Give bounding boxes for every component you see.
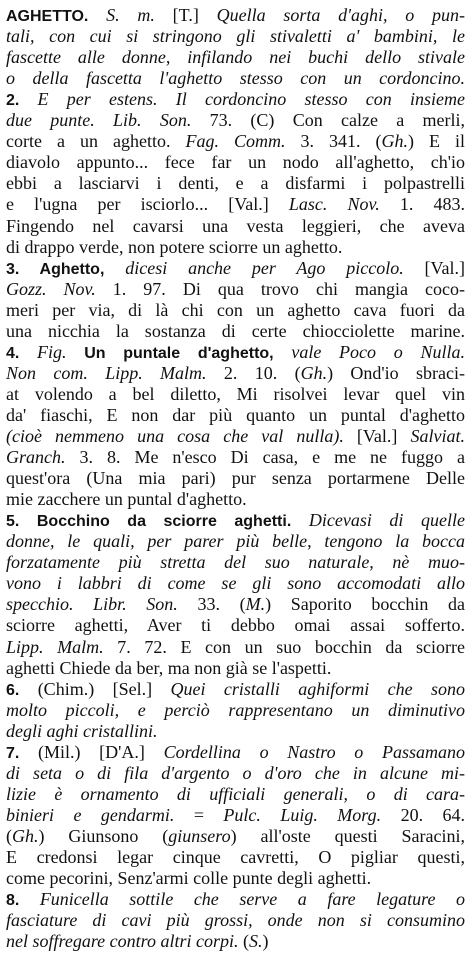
- italic-text: fasciature di cavi più grossi, onde non si consumino: [6, 910, 465, 931]
- text: ) E il: [408, 131, 465, 152]
- text: 20. 64.: [381, 804, 465, 825]
- italic-text: Gh.: [381, 131, 408, 152]
- text: ) Saporito bocchin da: [265, 594, 465, 615]
- bold-text: 4.: [6, 344, 38, 362]
- italic-text: Pulc. Luig. Morg.: [223, 804, 382, 825]
- italic-text: molto piccoli, e perciò rappresentano un diminutivo: [6, 699, 465, 720]
- text: 2. 10. (: [206, 362, 301, 383]
- text: (: [6, 825, 12, 846]
- text: mie zacchere un puntal d'aghetto.: [6, 489, 247, 510]
- italic-text: M.: [245, 594, 266, 615]
- italic-text: specchio. Libr. Son.: [6, 594, 178, 615]
- italic-text: Funicella sottile che serve a fare legature o: [39, 889, 465, 910]
- italic-text: fascette alle donne, infilando nei buchi dello stivale: [6, 47, 465, 68]
- text: di drappo verde, non potere sciorre un aghetto.: [6, 236, 343, 257]
- italic-text: o della fascetta l'aghetto stesso con un cordoncino.: [6, 68, 465, 89]
- text: [67, 342, 85, 362]
- italic-text: forzatamente più stretta del suo naturale, nè muo-: [6, 552, 465, 573]
- text: 73. (C) Con calze a merli,: [191, 110, 465, 131]
- italic-text: dicesi anche per Ago piccolo.: [125, 257, 404, 278]
- text: (Mil.) [D'A.]: [37, 741, 164, 762]
- text: 3. 8. Me n'esco Di casa, e me ne fuggo a: [65, 447, 465, 468]
- bold-text: 2.: [6, 92, 38, 110]
- bold-text: 5. Bocchino da sciorre aghetti.: [6, 513, 292, 531]
- italic-text: vale Poco o Nulla.: [291, 341, 465, 362]
- italic-text: (cioè nemmeno una cosa che val nulla).: [6, 426, 344, 446]
- text: 1. 483.: [379, 194, 465, 215]
- text: corte a un aghetto.: [6, 131, 186, 152]
- entry-line: [6, 928, 465, 954]
- italic-text: binieri e gendarmi.: [6, 804, 175, 825]
- text: 1. 97. Di qua trovo chi mangia coco-: [95, 278, 465, 299]
- text: at volendo a bel diletto, Mi risolvei levar quel vin: [6, 383, 465, 404]
- text: meri per via, di là chi con un aghetto cava fuori da: [6, 299, 465, 320]
- text: ebbi a lasciarvi i denti, e a disfarmi i polpastrelli: [6, 173, 465, 194]
- text: 33. (: [177, 594, 246, 615]
- text: una nicchia la sostanza di certe chiocciolette marine.: [6, 320, 465, 341]
- text: ) all'oste questi Saracini,: [230, 825, 465, 846]
- italic-text: E per estens. Il cordoncino stesso con insieme: [37, 89, 465, 110]
- text: e l'ugna per isciorlo... [Val.]: [6, 194, 289, 215]
- text: [104, 258, 125, 278]
- text: (: [238, 931, 249, 952]
- italic-text: Quei cristalli aghiformi che sono: [170, 678, 465, 699]
- italic-text: giunsero: [168, 825, 231, 846]
- text: sciorre aghetti, Aver ti debbo omai assai sofferto.: [6, 615, 465, 636]
- text: ) Ond'io sbraci-: [327, 362, 465, 383]
- text: [Val.]: [403, 257, 465, 278]
- bold-text: AGHETTO.: [6, 8, 89, 25]
- italic-text: S. m.: [106, 5, 155, 25]
- bold-text: 3. Aghetto,: [6, 260, 105, 278]
- italic-text: Non com. Lipp. Malm.: [6, 362, 207, 383]
- italic-text: Salviat.: [410, 426, 465, 446]
- italic-text: Quella sorta d'aghi, o pun-: [216, 5, 465, 25]
- italic-text: Gh.: [12, 825, 39, 846]
- italic-text: Fag. Comm.: [185, 131, 286, 152]
- italic-text: Cordellina o Nastro o Passamano: [163, 741, 465, 762]
- bold-text: 8.: [6, 892, 40, 910]
- text: diavolo appunto... fece far un nodo all'aghetto, ch'io: [6, 152, 465, 173]
- text: E credonsi legar cinque cavretti, O pigliar questi,: [6, 847, 465, 867]
- text: (Chim.) [Sel.]: [37, 678, 171, 699]
- text: aghetti Chiede da ber, ma non già se l'aspetti.: [6, 657, 332, 678]
- text: 3. 341. (: [285, 131, 382, 152]
- italic-text: Dicevasi di quelle: [308, 510, 465, 531]
- italic-text: Granch.: [6, 447, 66, 468]
- text: quest'ora (Una mia pari) pur senza portarmene Delle: [6, 468, 465, 489]
- text: [274, 342, 292, 362]
- bold-text: 7.: [6, 744, 38, 762]
- italic-text: S.: [248, 931, 263, 952]
- bold-text: 6.: [6, 681, 38, 699]
- italic-text: nel soffregare contro altri corpi.: [6, 931, 239, 952]
- italic-text: di seta o di fila d'argento o d'oro che in alcune mi-: [6, 762, 465, 783]
- text: ) Giunsono (: [38, 825, 169, 846]
- text: Fingendo nel cavarsi una vesta leggieri, che aveva: [6, 215, 465, 236]
- text: =: [174, 804, 224, 825]
- italic-text: vono i labbri di come se gli sono accomodati allo: [6, 573, 465, 594]
- italic-text: due punte. Lib. Son.: [6, 110, 192, 131]
- text: [T.]: [154, 5, 217, 25]
- italic-text: degli aghi cristallini.: [6, 720, 158, 741]
- text: da' fiaschi, E non dar più quanto un puntal d'aghetto: [6, 404, 465, 425]
- bold-text: Un puntale d'aghetto,: [84, 344, 274, 362]
- italic-text: Lipp. Malm.: [6, 636, 104, 657]
- italic-text: lizie è ornamento di ufficiali generali, o di cara-: [6, 783, 465, 804]
- text: [Val.]: [343, 426, 411, 446]
- italic-text: donne, le quali, per parer più belle, tengono la bocca: [6, 531, 465, 552]
- text: [291, 510, 309, 530]
- italic-text: Fig.: [37, 341, 67, 362]
- italic-text: tali, con cui si stringono gli stivaletti a' bambini, le: [6, 26, 465, 47]
- italic-text: Gozz. Nov.: [6, 278, 96, 299]
- italic-text: Lasc. Nov.: [288, 194, 380, 215]
- text: [88, 5, 106, 25]
- text: 7. 72. E con un suo bocchin da sciorre: [103, 636, 465, 657]
- text: come pecorini, Senz'armi colle punte degli aghetti.: [6, 868, 372, 889]
- italic-text: Gh.: [300, 362, 328, 383]
- text: ): [262, 931, 269, 952]
